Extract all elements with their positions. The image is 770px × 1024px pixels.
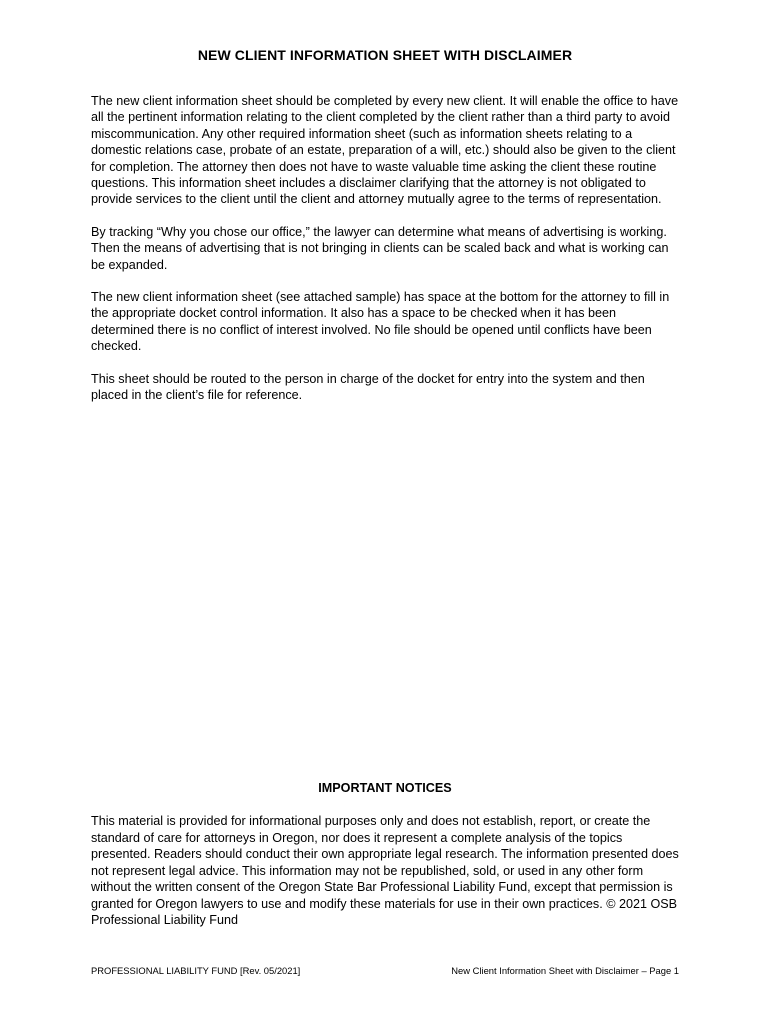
paragraph-routing: This sheet should be routed to the person in charge of the docket for entry into the system and then placed in the client’s file for reference.	[91, 371, 645, 403]
page-title: NEW CLIENT INFORMATION SHEET WITH DISCLAIMER	[197, 47, 573, 63]
footer-left: PROFESSIONAL LIABILITY FUND [Rev. 05/2021]	[91, 965, 301, 976]
notices-text: This material is provided for informational purposes only and does not establish, report, or create the standard of care for attorneys in Oregon, nor does it represent a complete analysis of the topics presented. Readers should conduct their own appropriate legal research. The information presented does not represent legal advice. This information may not be republished, sold, or used in any other form without the written consent of the Oregon State Bar Professional Liability Fund, except that permission is granted for Oregon lawyers to use and modify these materials for use in their own practices. © 2021 OSB Professional Liability Fund	[91, 814, 679, 927]
paragraph-docket-control: The new client information sheet (see attached sample) has space at the bottom for the attorney to fill in the appropriate docket control information. It also has a space to be checked when it has been determined there is no conflict of interest involved. No file should be opened until conflicts have been checked.	[91, 290, 670, 354]
paragraph-advertising: By tracking “Why you chose our office,” the lawyer can determine what means of advertising is working. Then the means of advertising that is not bringing in clients can be scaled back and what is working can be expanded.	[91, 224, 669, 272]
document-body	[91, 93, 681, 420]
page-footer	[91, 965, 679, 976]
paragraph-purpose: The new client information sheet should be completed by every new client. It will enable the office to have all the pertinent information relating to the client completed by the client rather than a third party to avoid miscommunication. Any other required information sheet (such as information sheets relating to a domestic relations case, probate of an estate, preparation of a will, etc.) should also be given to the client for completion. The attorney then does not have to waste valuable time asking the client these routine questions. This information sheet includes a disclaimer clarifying that the attorney is not obligated to provide services to the client until the client and attorney mutually agree to the terms of representation.	[91, 94, 679, 207]
footer-right: New Client Information Sheet with Disclaimer – Page 1	[451, 965, 679, 976]
notices-heading: IMPORTANT NOTICES	[318, 781, 452, 795]
